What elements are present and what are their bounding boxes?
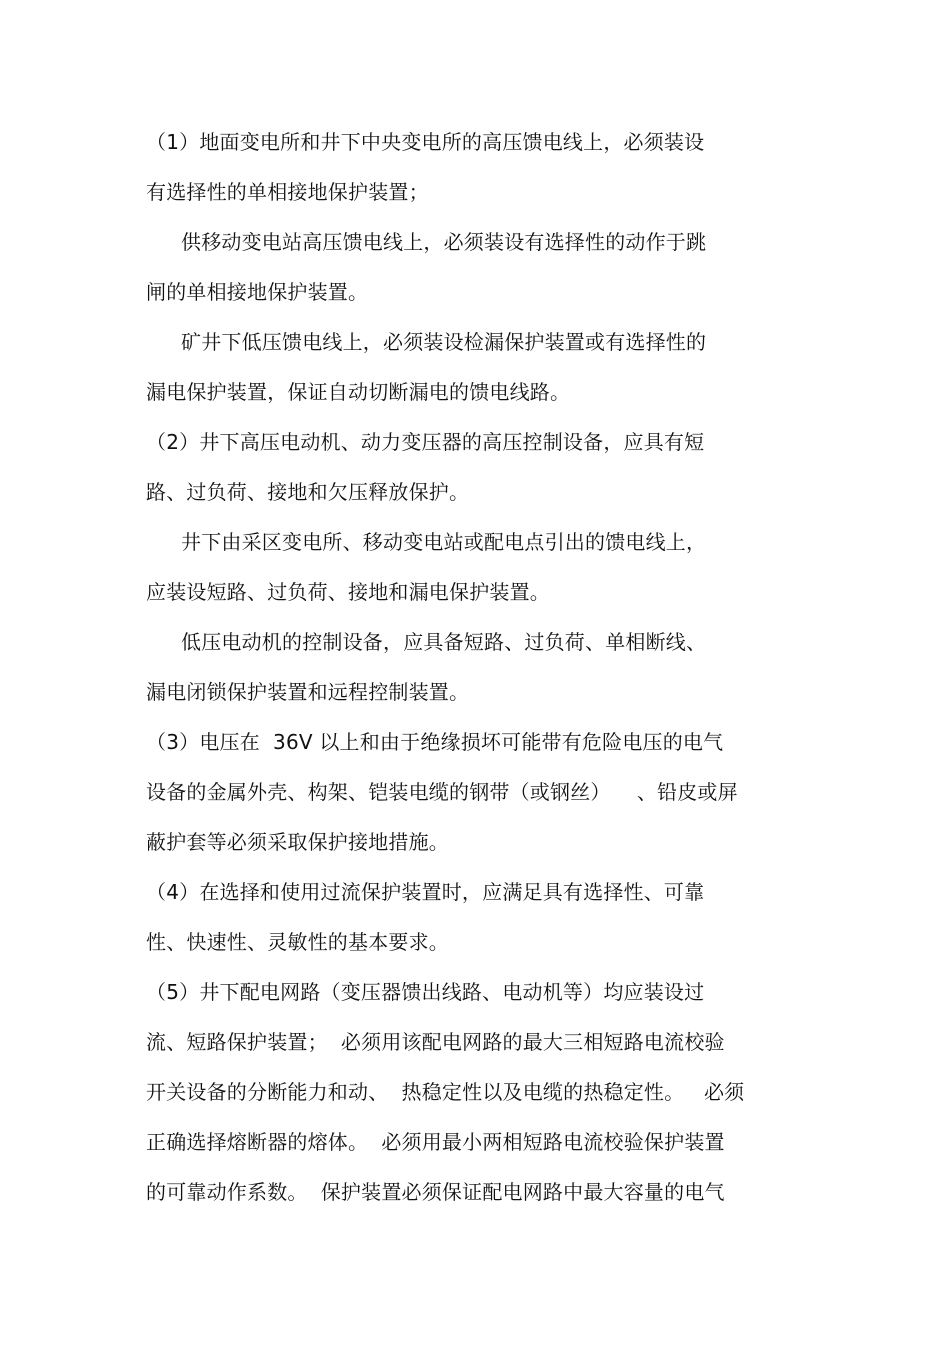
paragraph-8-line-2: 性、快速性、灵敏性的基本要求。 <box>146 930 449 954</box>
paragraph-9-line-4: 正确选择熔断器的熔体。 必须用最小两相短路电流校验保护装置 <box>146 1130 725 1154</box>
paragraph-8-line-1: （4）在选择和使用过流保护装置时，应满足具有选择性、可靠 <box>146 880 705 904</box>
paragraph-4-line-2: 路、过负荷、接地和欠压释放保护。 <box>146 480 470 504</box>
paragraph-6-line-2: 漏电闭锁保护装置和远程控制装置。 <box>146 680 470 704</box>
paragraph-1-line-2: 有选择性的单相接地保护装置； <box>146 180 429 204</box>
paragraph-4-line-1: （2）井下高压电动机、动力变压器的高压控制设备，应具有短 <box>146 430 705 454</box>
paragraph-7-line-1: （3）电压在 36V 以上和由于绝缘损坏可能带有危险电压的电气 <box>146 730 724 754</box>
paragraph-2-line-2: 闸的单相接地保护装置。 <box>146 280 369 304</box>
paragraph-9-line-2: 流、短路保护装置； 必须用该配电网路的最大三相短路电流校验 <box>146 1030 725 1054</box>
paragraph-9-line-1: （5）井下配电网路（变压器馈出线路、电动机等）均应装设过 <box>146 980 705 1004</box>
paragraph-2-line-1: 供移动变电站高压馈电线上，必须装设有选择性的动作于跳 <box>181 230 707 254</box>
paragraph-7-line-3: 蔽护套等必须采取保护接地措施。 <box>146 830 449 854</box>
paragraph-3-line-1: 矿井下低压馈电线上，必须装设检漏保护装置或有选择性的 <box>181 330 707 354</box>
paragraph-9-line-3: 开关设备的分断能力和动、 热稳定性以及电缆的热稳定性。 必须 <box>146 1080 745 1104</box>
paragraph-7-line-2: 设备的金属外壳、构架、铠装电缆的钢带（或钢丝） 、铅皮或屏 <box>146 780 738 804</box>
paragraph-5-line-1: 井下由采区变电所、移动变电站或配电点引出的馈电线上， <box>181 530 707 554</box>
paragraph-1-line-1: （1）地面变电所和井下中央变电所的高压馈电线上，必须装设 <box>146 130 705 154</box>
paragraph-6-line-1: 低压电动机的控制设备，应具备短路、过负荷、单相断线、 <box>181 630 707 654</box>
paragraph-3-line-2: 漏电保护装置，保证自动切断漏电的馈电线路。 <box>146 380 571 404</box>
paragraph-5-line-2: 应装设短路、过负荷、接地和漏电保护装置。 <box>146 580 550 604</box>
paragraph-9-line-5: 的可靠动作系数。 保护装置必须保证配电网路中最大容量的电气 <box>146 1180 725 1204</box>
